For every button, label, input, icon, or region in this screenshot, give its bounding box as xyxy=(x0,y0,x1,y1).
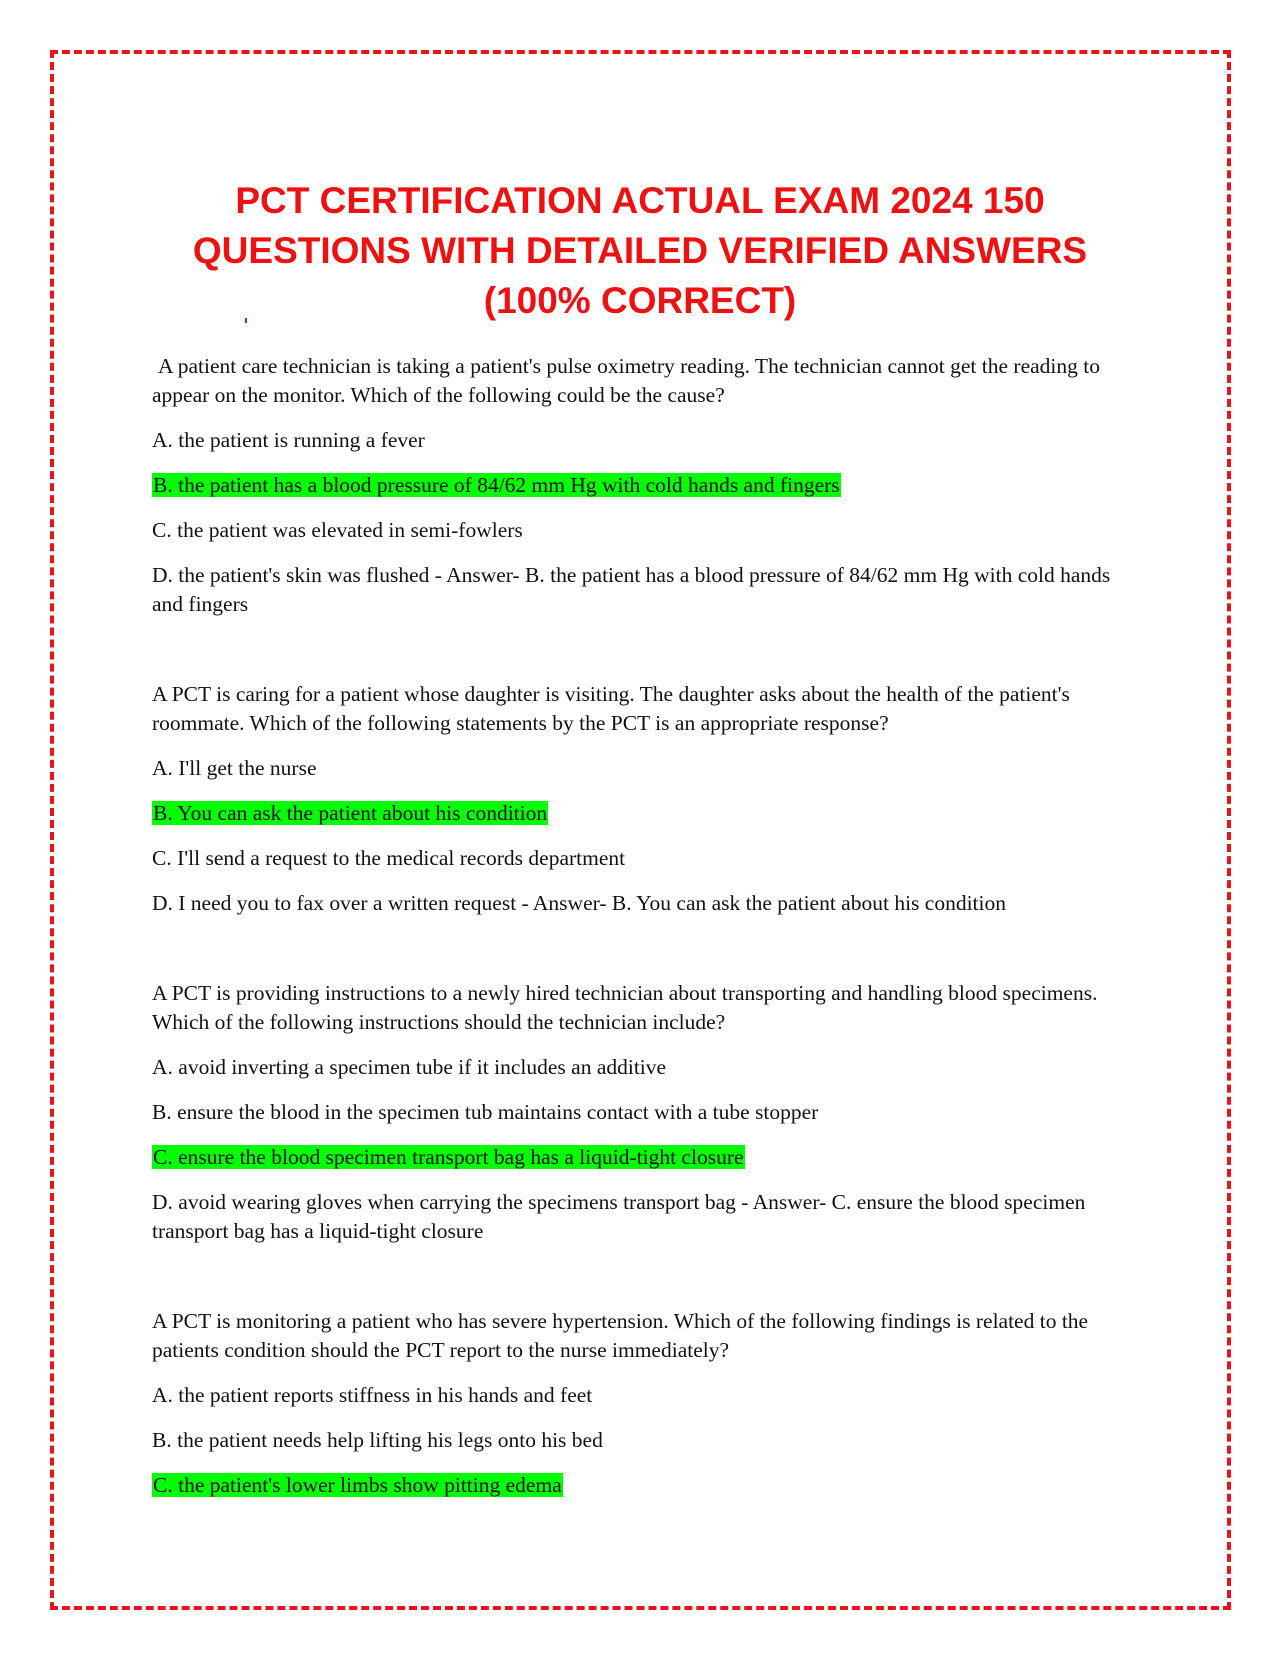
option-a xyxy=(152,1381,1142,1410)
highlighted-answer: B. the patient has a blood pressure of 84/62 mm Hg with cold hands and fingers xyxy=(153,473,840,497)
option-text: A. avoid inverting a specimen tube if it includes an additive xyxy=(152,1055,667,1079)
highlighted-answer: C. ensure the blood specimen transport bag has a liquid-tight closure xyxy=(153,1145,744,1169)
highlighted-answer: B. You can ask the patient about his condition xyxy=(153,801,548,825)
question-block-1 xyxy=(152,352,1142,619)
question-block-3 xyxy=(152,979,1142,1246)
question-text: A PCT is caring for a patient whose daughter is visiting. The daughter asks about the health of the patient's roommate. Which of the following statements by the PCT is an appropriate response? xyxy=(152,682,1070,735)
option-b-correct xyxy=(152,471,1142,500)
option-b xyxy=(152,1098,1142,1127)
option-text: B. the patient needs help lifting his legs onto his bed xyxy=(152,1428,603,1452)
question-text: A PCT is monitoring a patient who has severe hypertension. Which of the following findings is related to the patients condition should the PCT report to the nurse immediately? xyxy=(152,1309,1089,1362)
option-d-with-answer xyxy=(152,889,1142,918)
option-b xyxy=(152,1426,1142,1455)
option-b-correct xyxy=(152,799,1142,828)
question-block-2 xyxy=(152,680,1142,918)
option-d-with-answer xyxy=(152,561,1142,619)
option-text: B. ensure the blood in the specimen tub maintains contact with a tube stopper xyxy=(152,1100,819,1124)
stray-red-mark xyxy=(245,318,247,323)
title-line-1: PCT CERTIFICATION ACTUAL EXAM 2024 150 xyxy=(235,180,1045,221)
option-text: C. I'll send a request to the medical records department xyxy=(152,846,626,870)
question-text: A patient care technician is taking a patient's pulse oximetry reading. The technician cannot get the reading to appear on the monitor. Which of the following could be the cause? xyxy=(152,354,1100,407)
question-text: A PCT is providing instructions to a newly hired technician about transporting and handling blood specimens. Which of the following instructions should the technician include? xyxy=(152,981,1098,1034)
option-text: C. the patient was elevated in semi-fowlers xyxy=(152,518,523,542)
option-text: D. I need you to fax over a written request - Answer- B. You can ask the patient about his condition xyxy=(152,891,1007,915)
option-text: A. the patient is running a fever xyxy=(152,428,425,452)
option-a xyxy=(152,426,1142,455)
option-c xyxy=(152,844,1142,873)
highlighted-answer: C. the patient's lower limbs show pitting edema xyxy=(153,1473,562,1497)
title-line-2: QUESTIONS WITH DETAILED VERIFIED ANSWERS xyxy=(192,230,1088,271)
option-c-correct xyxy=(152,1143,1142,1172)
option-text: A. the patient reports stiffness in his hands and feet xyxy=(152,1383,593,1407)
option-d-with-answer xyxy=(152,1188,1142,1246)
option-text: A. I'll get the nurse xyxy=(152,756,317,780)
question-block-4 xyxy=(152,1307,1142,1500)
option-a xyxy=(152,1053,1142,1082)
title-line-3: (100% CORRECT) xyxy=(483,280,797,321)
option-text: D. avoid wearing gloves when carrying the specimens transport bag - Answer- C. ensure the blood specimen transport bag has a liquid-tight closure xyxy=(152,1190,1086,1243)
question-list xyxy=(152,352,1142,1516)
option-c xyxy=(152,516,1142,545)
document-title xyxy=(0,176,1280,326)
option-c-correct xyxy=(152,1471,1142,1500)
option-text: D. the patient's skin was flushed - Answer- B. the patient has a blood pressure of 84/62 mm Hg with cold hands and fingers xyxy=(152,563,1111,616)
option-a xyxy=(152,754,1142,783)
